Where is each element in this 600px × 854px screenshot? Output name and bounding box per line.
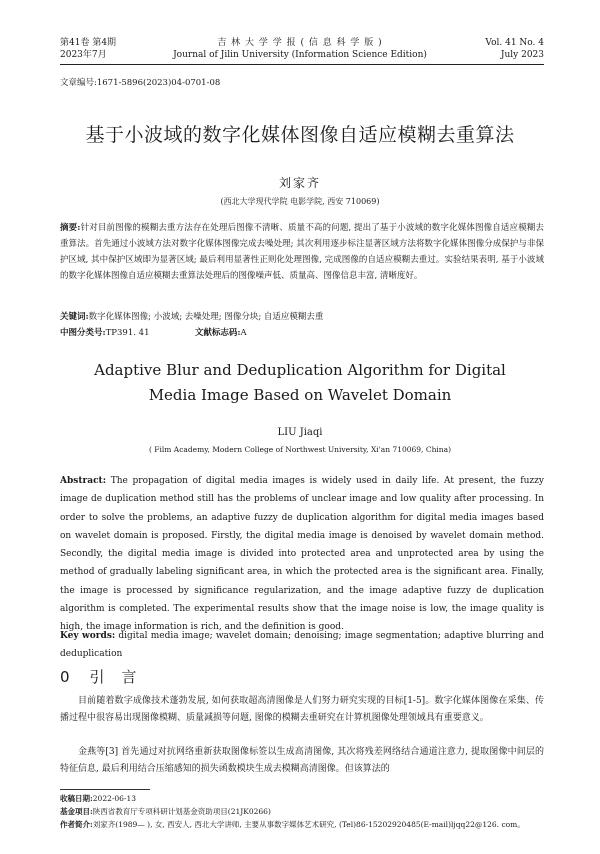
section-number: 0	[60, 668, 76, 686]
chinese-affiliation: (西北大学现代学院 电影学院, 西安 710069)	[220, 197, 380, 206]
class-label: 中图分类号:	[60, 328, 106, 338]
author-bio-value: 刘家齐(1989— ), 女, 西安人, 西北大学讲师, 主要从事数字媒体艺术研究, (Tel)86-15202920485(E-mail)ljqq22@126. com。	[92, 820, 525, 829]
english-abstract	[60, 472, 544, 637]
footnote-received	[60, 792, 544, 805]
doc-code-value: A	[240, 328, 247, 338]
english-title-line1: Adaptive Blur and Deduplication Algorithm for Digital	[94, 361, 506, 379]
keywords-label-en: Key words:	[60, 631, 116, 641]
doc-code-label: 文献标志码:	[194, 328, 241, 338]
journal-name-cn: 吉 林 大 学 学 报 ( 信 息 科 学 版 )	[217, 38, 383, 48]
abstract-label-cn: 摘要:	[60, 223, 81, 233]
footnote-rule	[60, 789, 150, 790]
journal-volume-en: Vol. 41 No. 4	[485, 38, 544, 48]
header-rule	[60, 64, 544, 65]
footnote-fund	[60, 805, 544, 818]
english-author: LIU Jiaqi	[277, 427, 323, 438]
intro-paragraph-2: 金燕等[3] 首先通过对抗网络重新获取图像标签以生成高清图像, 其次将残差网络结合通道注意力, 提取图像中间层的特征信息, 最后利用结合压缩感知的损失函数模块生成去模糊高清图像。但该算法的	[60, 747, 544, 774]
footnote-author	[60, 818, 544, 831]
journal-date-en: July 2023	[500, 50, 544, 60]
fund-label: 基金项目:	[60, 807, 93, 816]
chinese-author: 刘家齐	[278, 176, 321, 190]
fund-value: 陕西省教育厅专项科研计划基金资助项目(21JK0266)	[92, 807, 271, 816]
intro-paragraph-1: 目前随着数字成像技术蓬勃发展, 如何获取超高清图像是人们努力研究实现的目标[1-5]。数字化媒体图像在采集、传播过程中很容易出现图像模糊、质量减损等问题, 图像的模糊去重研究在计算机图像处理领域具有重要意义。	[60, 696, 544, 723]
english-keywords	[60, 627, 544, 664]
journal-date: 2023年7月	[60, 50, 107, 60]
keywords-label-cn: 关键词:	[60, 312, 89, 322]
section-heading	[60, 666, 142, 687]
keywords-text-en: digital media image; wavelet domain; denoising; image segmentation; adaptive blurring and deduplication	[60, 631, 544, 660]
received-label: 收稿日期:	[60, 794, 93, 803]
abstract-text-en: The propagation of digital media images is widely used in daily life. At present, the fuzzy image de duplication method still has the problems of unclear image and low quality after processing. In order to solve the problems, an adaptive fuzzy de duplication algorithm for digital media images based on wavelet domain is proposed. Firstly, the digital media image is denoised by wavelet domain method. Secondly, the digital media image is divided into protected area and unprotected area by using the method of gradually labeling significant area, in which the protected area is the significant area. Finally, the image is processed by significance regularization, and the image adaptive fuzzy de duplication algorithm is completed. The experimental results show that the image noise is low, the image quality is high, the image information is rich, and the definition is good.	[60, 476, 544, 633]
class-value: TP391. 41	[105, 328, 150, 338]
chinese-title: 基于小波域的数字化媒体图像自适应模糊去重算法	[85, 124, 515, 146]
chinese-classification	[60, 325, 544, 341]
journal-volume: 第41卷 第4期	[60, 38, 117, 48]
abstract-text-cn: 针对目前图像的模糊去重方法存在处理后图像不清晰、质量不高的问题, 提出了基于小波域的数字化媒体图像自适应模糊去重算法。首先通过小波域方法对数字化媒体图像完成去噪处理; 其次利用逐步标注显著区域方法将数字化媒体图像分成保护与非保护区域, 其中保护区域即为显著区域; 最后利用显著性正则化处理图像, 完成图像的自适应模糊去重过。实验结果表明, 基于小波域的数字化媒体图像自适应模糊去重算法处理后的图像噪声低、质量高、图像信息丰富, 清晰度好。	[60, 223, 544, 281]
chinese-keywords	[60, 309, 544, 325]
journal-name-en: Journal of Jilin University (Information Science Edition)	[173, 50, 427, 60]
received-value: 2022-06-13	[92, 794, 137, 803]
keywords-text-cn: 数字化媒体图像; 小波域; 去噪处理; 图像分块; 自适应模糊去重	[88, 312, 324, 322]
article-id: 文章编号:1671-5896(2023)04-0701-08	[60, 78, 221, 88]
abstract-label-en: Abstract:	[60, 476, 107, 486]
english-title-line2: Media Image Based on Wavelet Domain	[148, 386, 452, 404]
author-bio-label: 作者简介:	[60, 820, 93, 829]
chinese-abstract	[60, 220, 544, 284]
english-affiliation: ( Film Academy, Modern College of Northwest University, Xi'an 710069, China)	[148, 445, 452, 454]
section-title: 引 言	[89, 668, 143, 686]
